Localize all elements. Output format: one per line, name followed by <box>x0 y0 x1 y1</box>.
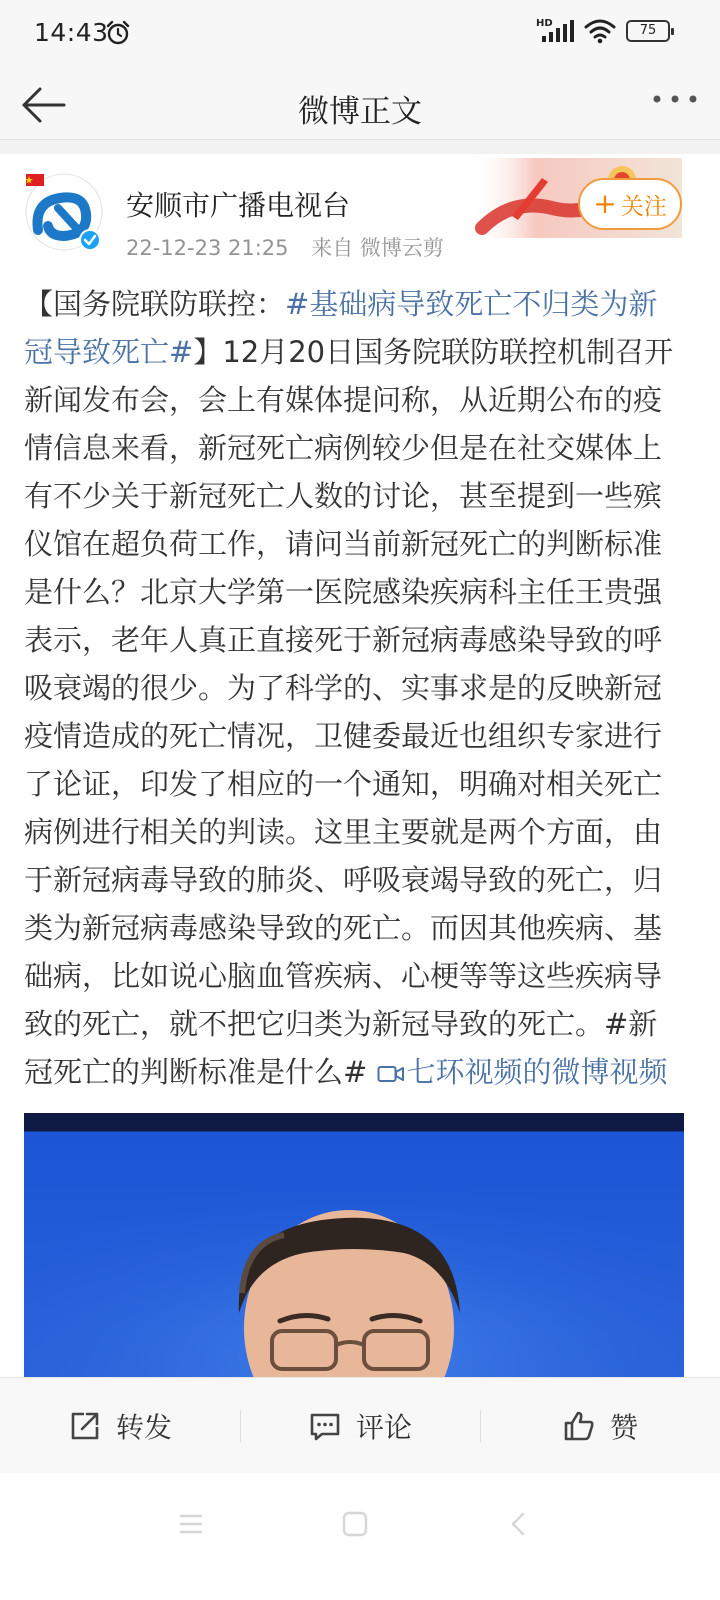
video-link-label: 七环视频的微博视频 <box>406 1055 668 1089</box>
menu-icon[interactable] <box>176 1509 206 1539</box>
plus-icon: + <box>593 187 617 220</box>
section-divider <box>0 140 720 154</box>
video-camera-icon <box>377 1064 405 1084</box>
post-text-main: 】12月20日国务院联防联控机制召开新闻发布会，会上有媒体提问称，从近期公布的疫情信息来看，新冠死亡病例较少但是在社交媒体上有不少关于新冠死亡人数的讨论，甚至提到一些殡仪馆在超负荷工作，请问当前新冠死亡的判断标准是什么？北京大学第一医院感染疾病科主任王贵强表示，老年人真正直接死于新冠病毒感染导致的呼吸衰竭的很少。为了科学的、实事求是的反映新冠疫情造成的死亡情况，卫健委最近也组织专家进行了论证，印发了相应的一个通知，明确对相关死亡病例进行相关的判读。这里主要就是两个方面，由于新冠病毒导致的肺炎、呼吸衰竭导致的死亡，归类为新冠病毒感染导致的死亡。而因其他疾病、基础病，比如说心脑血管疾病、心梗等等这些疾病导致的死亡，就不把它归类为新冠导致的死亡。#新冠死亡的判断标准是什么# <box>24 335 674 1089</box>
thumbs-up-icon <box>562 1409 596 1443</box>
alarm-icon <box>105 20 131 46</box>
more-icon[interactable] <box>652 94 698 104</box>
flag-icon <box>25 174 44 186</box>
share-icon <box>68 1409 102 1443</box>
post-date: 22-12-23 21:25 <box>126 236 289 260</box>
action-bar <box>0 1377 720 1473</box>
post-text-start: 【国务院联防联控： <box>24 287 286 321</box>
battery-indicator: 75 <box>626 20 670 42</box>
back-nav-icon[interactable] <box>504 1509 534 1539</box>
comment-label: 评论 <box>355 1410 412 1444</box>
home-icon[interactable] <box>340 1509 370 1539</box>
repost-label: 转发 <box>115 1410 172 1444</box>
status-bar <box>0 0 720 68</box>
video-thumbnail <box>24 1113 684 1378</box>
repost-button[interactable] <box>0 1378 240 1473</box>
system-indicators <box>536 18 670 44</box>
like-button[interactable] <box>480 1378 720 1473</box>
page-title: 微博正文 <box>298 94 422 130</box>
post-header <box>0 154 720 264</box>
post-meta <box>126 232 460 262</box>
comment-icon <box>308 1409 342 1443</box>
author-name[interactable]: 安顺市广播电视台 <box>126 189 351 222</box>
cell-signal-icon <box>536 18 574 44</box>
post-source: 来自 微博云剪 <box>311 236 444 260</box>
avatar[interactable] <box>24 172 104 252</box>
network-label: HD <box>536 18 553 29</box>
top-navigation-bar <box>0 68 720 140</box>
like-label: 赞 <box>609 1410 638 1444</box>
hashtag-link[interactable]: #基础病导致死亡不归类为新冠导致死亡# <box>24 287 658 369</box>
verified-badge-icon <box>80 230 100 250</box>
post-body <box>24 280 684 1096</box>
system-navigation-bar <box>0 1473 720 1600</box>
video-player[interactable] <box>24 1113 684 1378</box>
status-time: 14:43 <box>34 18 109 47</box>
follow-button[interactable] <box>578 178 682 230</box>
comment-button[interactable] <box>240 1378 480 1473</box>
video-link[interactable] <box>377 1055 668 1089</box>
follow-label: 关注 <box>620 193 667 220</box>
wifi-icon <box>584 18 616 44</box>
